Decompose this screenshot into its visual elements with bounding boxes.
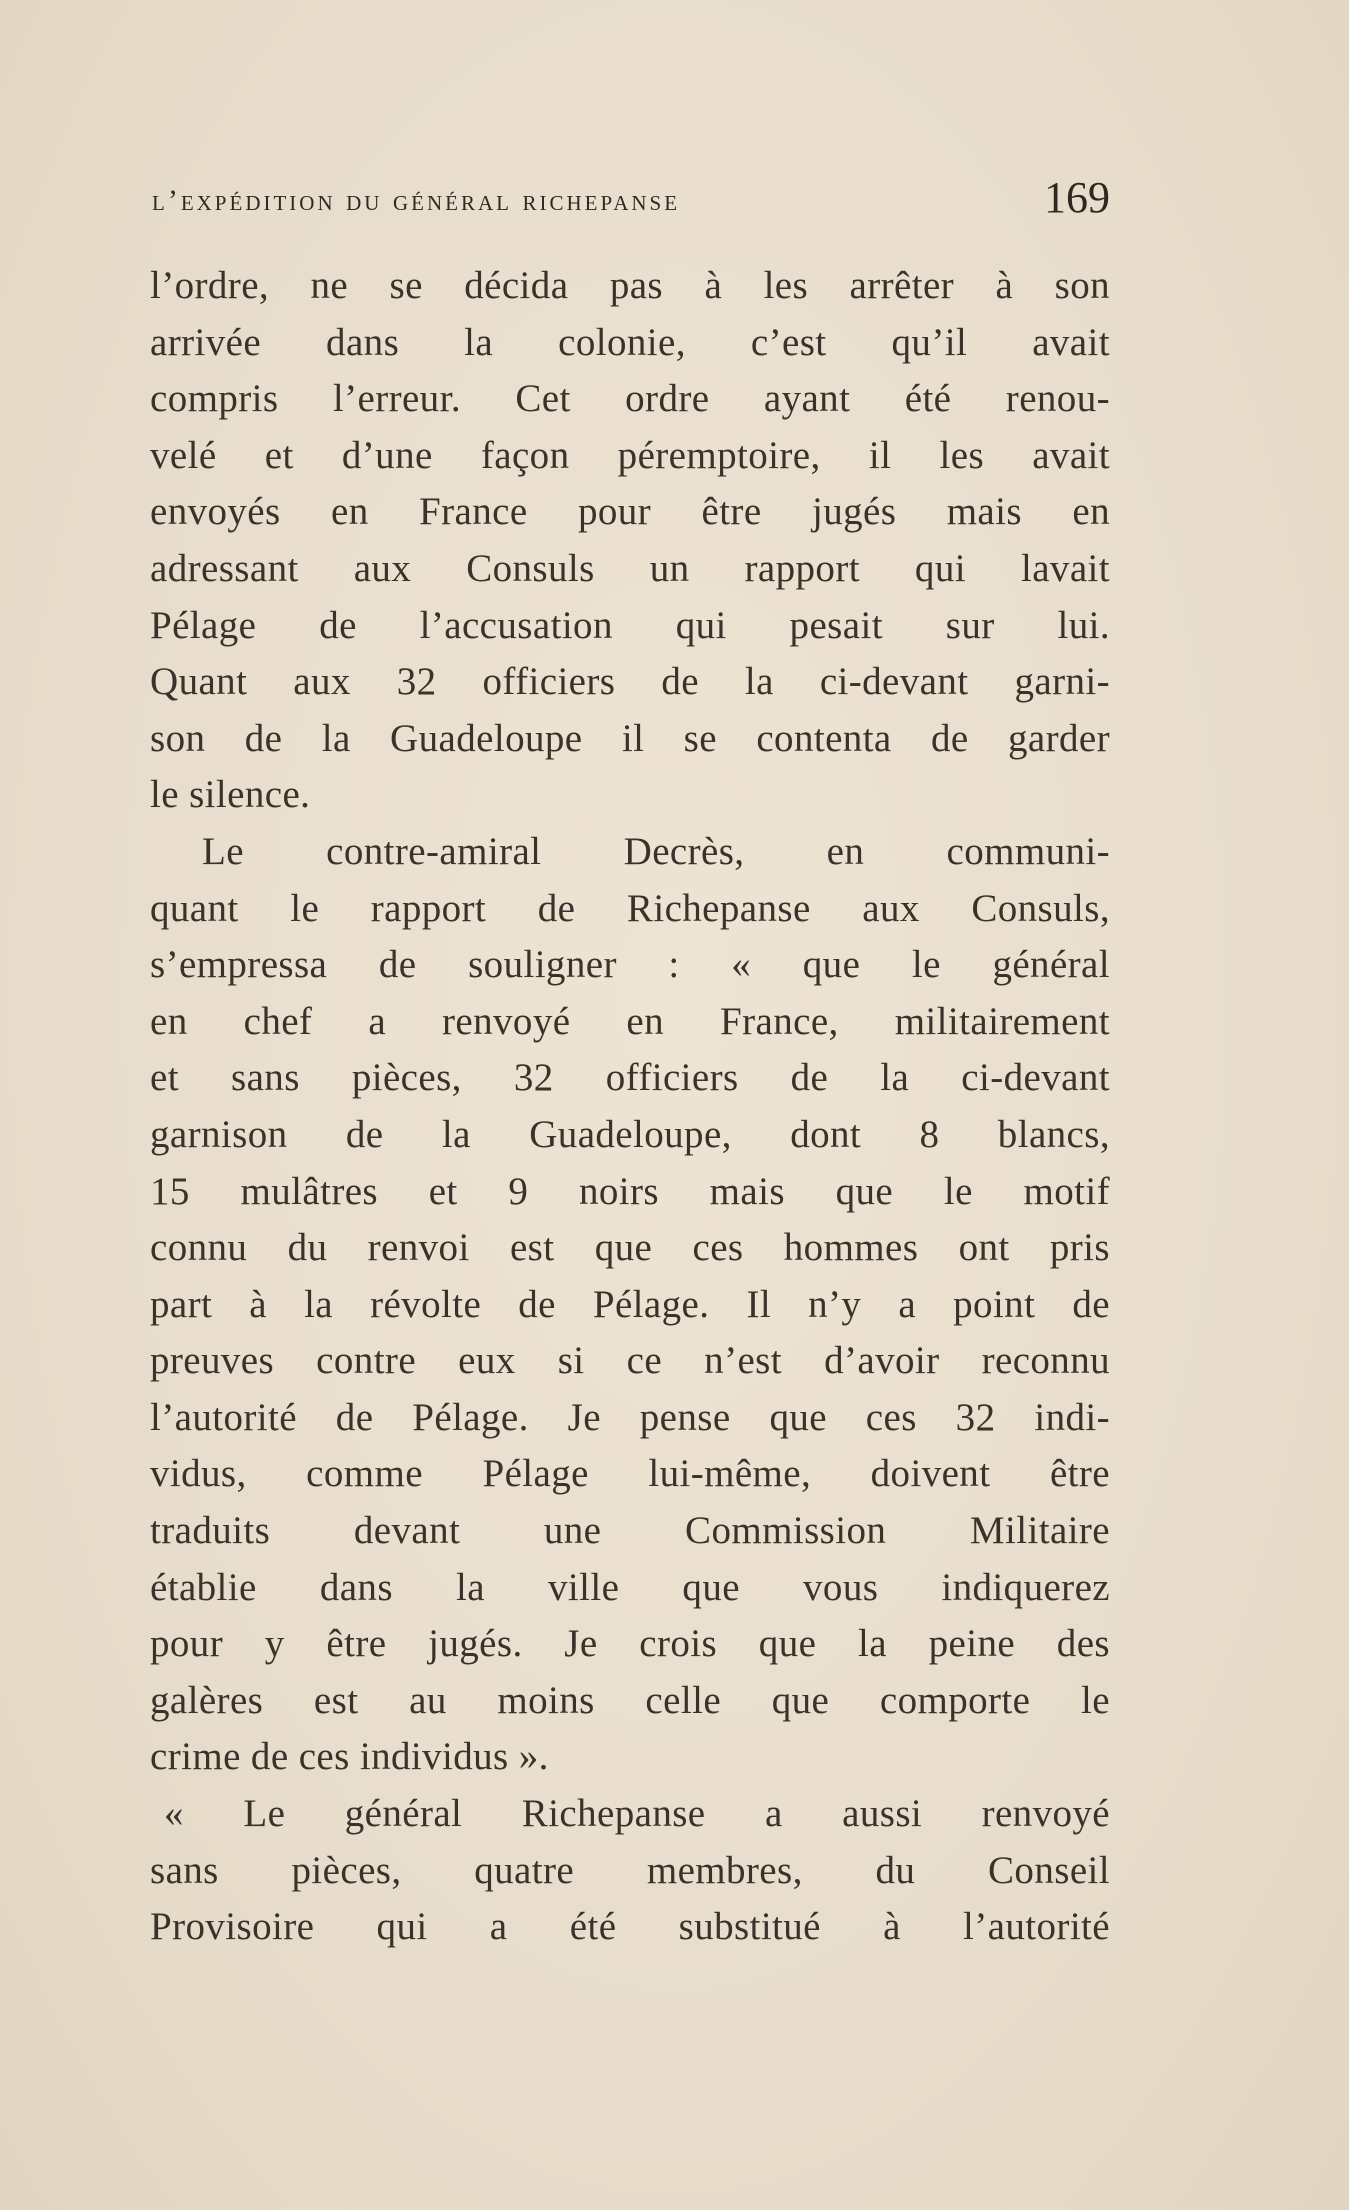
running-title: l’expédition du général richepanse xyxy=(152,184,681,217)
text-line: en chef a renvoyé en France, militairement xyxy=(150,999,1110,1043)
text-line: part à la révolte de Pélage. Il n’y a point de xyxy=(150,1282,1110,1326)
text-line: Provisoire qui a été substitué à l’autorité xyxy=(150,1905,1110,1949)
text-line: vidus, comme Pélage lui-même, doivent être xyxy=(150,1452,1110,1496)
text-line: son de la Guadeloupe il se contenta de garder xyxy=(150,716,1110,760)
text-line: l’ordre, ne se décida pas à les arrêter à son xyxy=(150,264,1110,307)
text-line: connu du renvoi est que ces hommes ont pris xyxy=(150,1226,1110,1270)
text-line: compris l’erreur. Cet ordre ayant été renou- xyxy=(150,377,1110,421)
text-line: établie dans la ville que vous indiquerez xyxy=(150,1565,1110,1609)
text-line: s’empressa de souligner : « que le général xyxy=(150,943,1110,987)
paragraph-start-line: « Le général Richepanse a aussi renvoyé xyxy=(164,1792,1110,1836)
text-line: 15 mulâtres et 9 noirs mais que le motif xyxy=(150,1169,1110,1213)
page-number: 169 xyxy=(1044,173,1110,222)
paragraph-end-line: le silence. xyxy=(150,773,311,817)
text-line: quant le rapport de Richepanse aux Consuls, xyxy=(150,886,1110,930)
text-line: l’autorité de Pélage. Je pense que ces 32 indi- xyxy=(150,1395,1110,1439)
text-line: preuves contre eux si ce n’est d’avoir reconnu xyxy=(150,1339,1110,1383)
paragraph-start-line: Le contre-amiral Decrès, en communi- xyxy=(202,829,1110,873)
text-line: garnison de la Guadeloupe, dont 8 blancs, xyxy=(150,1112,1110,1156)
text-line: galères est au moins celle que comporte le xyxy=(150,1678,1110,1722)
running-head xyxy=(152,168,1110,228)
text-line: arrivée dans la colonie, c’est qu’il avait xyxy=(150,320,1110,364)
text-line: traduits devant une Commission Militaire xyxy=(150,1509,1110,1553)
text-line: Quant aux 32 officiers de la ci-devant garni- xyxy=(150,660,1110,704)
text-line: adressant aux Consuls un rapport qui lavait xyxy=(150,546,1110,590)
text-line: envoyés en France pour être jugés mais en xyxy=(150,490,1110,534)
text-line: velé et d’une façon péremptoire, il les avait xyxy=(150,433,1110,477)
text-line: Pélage de l’accusation qui pesait sur lui. xyxy=(150,603,1110,647)
body-text xyxy=(150,258,1110,1956)
text-line: sans pièces, quatre membres, du Conseil xyxy=(150,1848,1110,1892)
text-line: pour y être jugés. Je crois que la peine des xyxy=(150,1622,1110,1666)
paragraph-end-line: crime de ces individus ». xyxy=(150,1735,549,1779)
text-line: et sans pièces, 32 officiers de la ci-devant xyxy=(150,1056,1110,1100)
